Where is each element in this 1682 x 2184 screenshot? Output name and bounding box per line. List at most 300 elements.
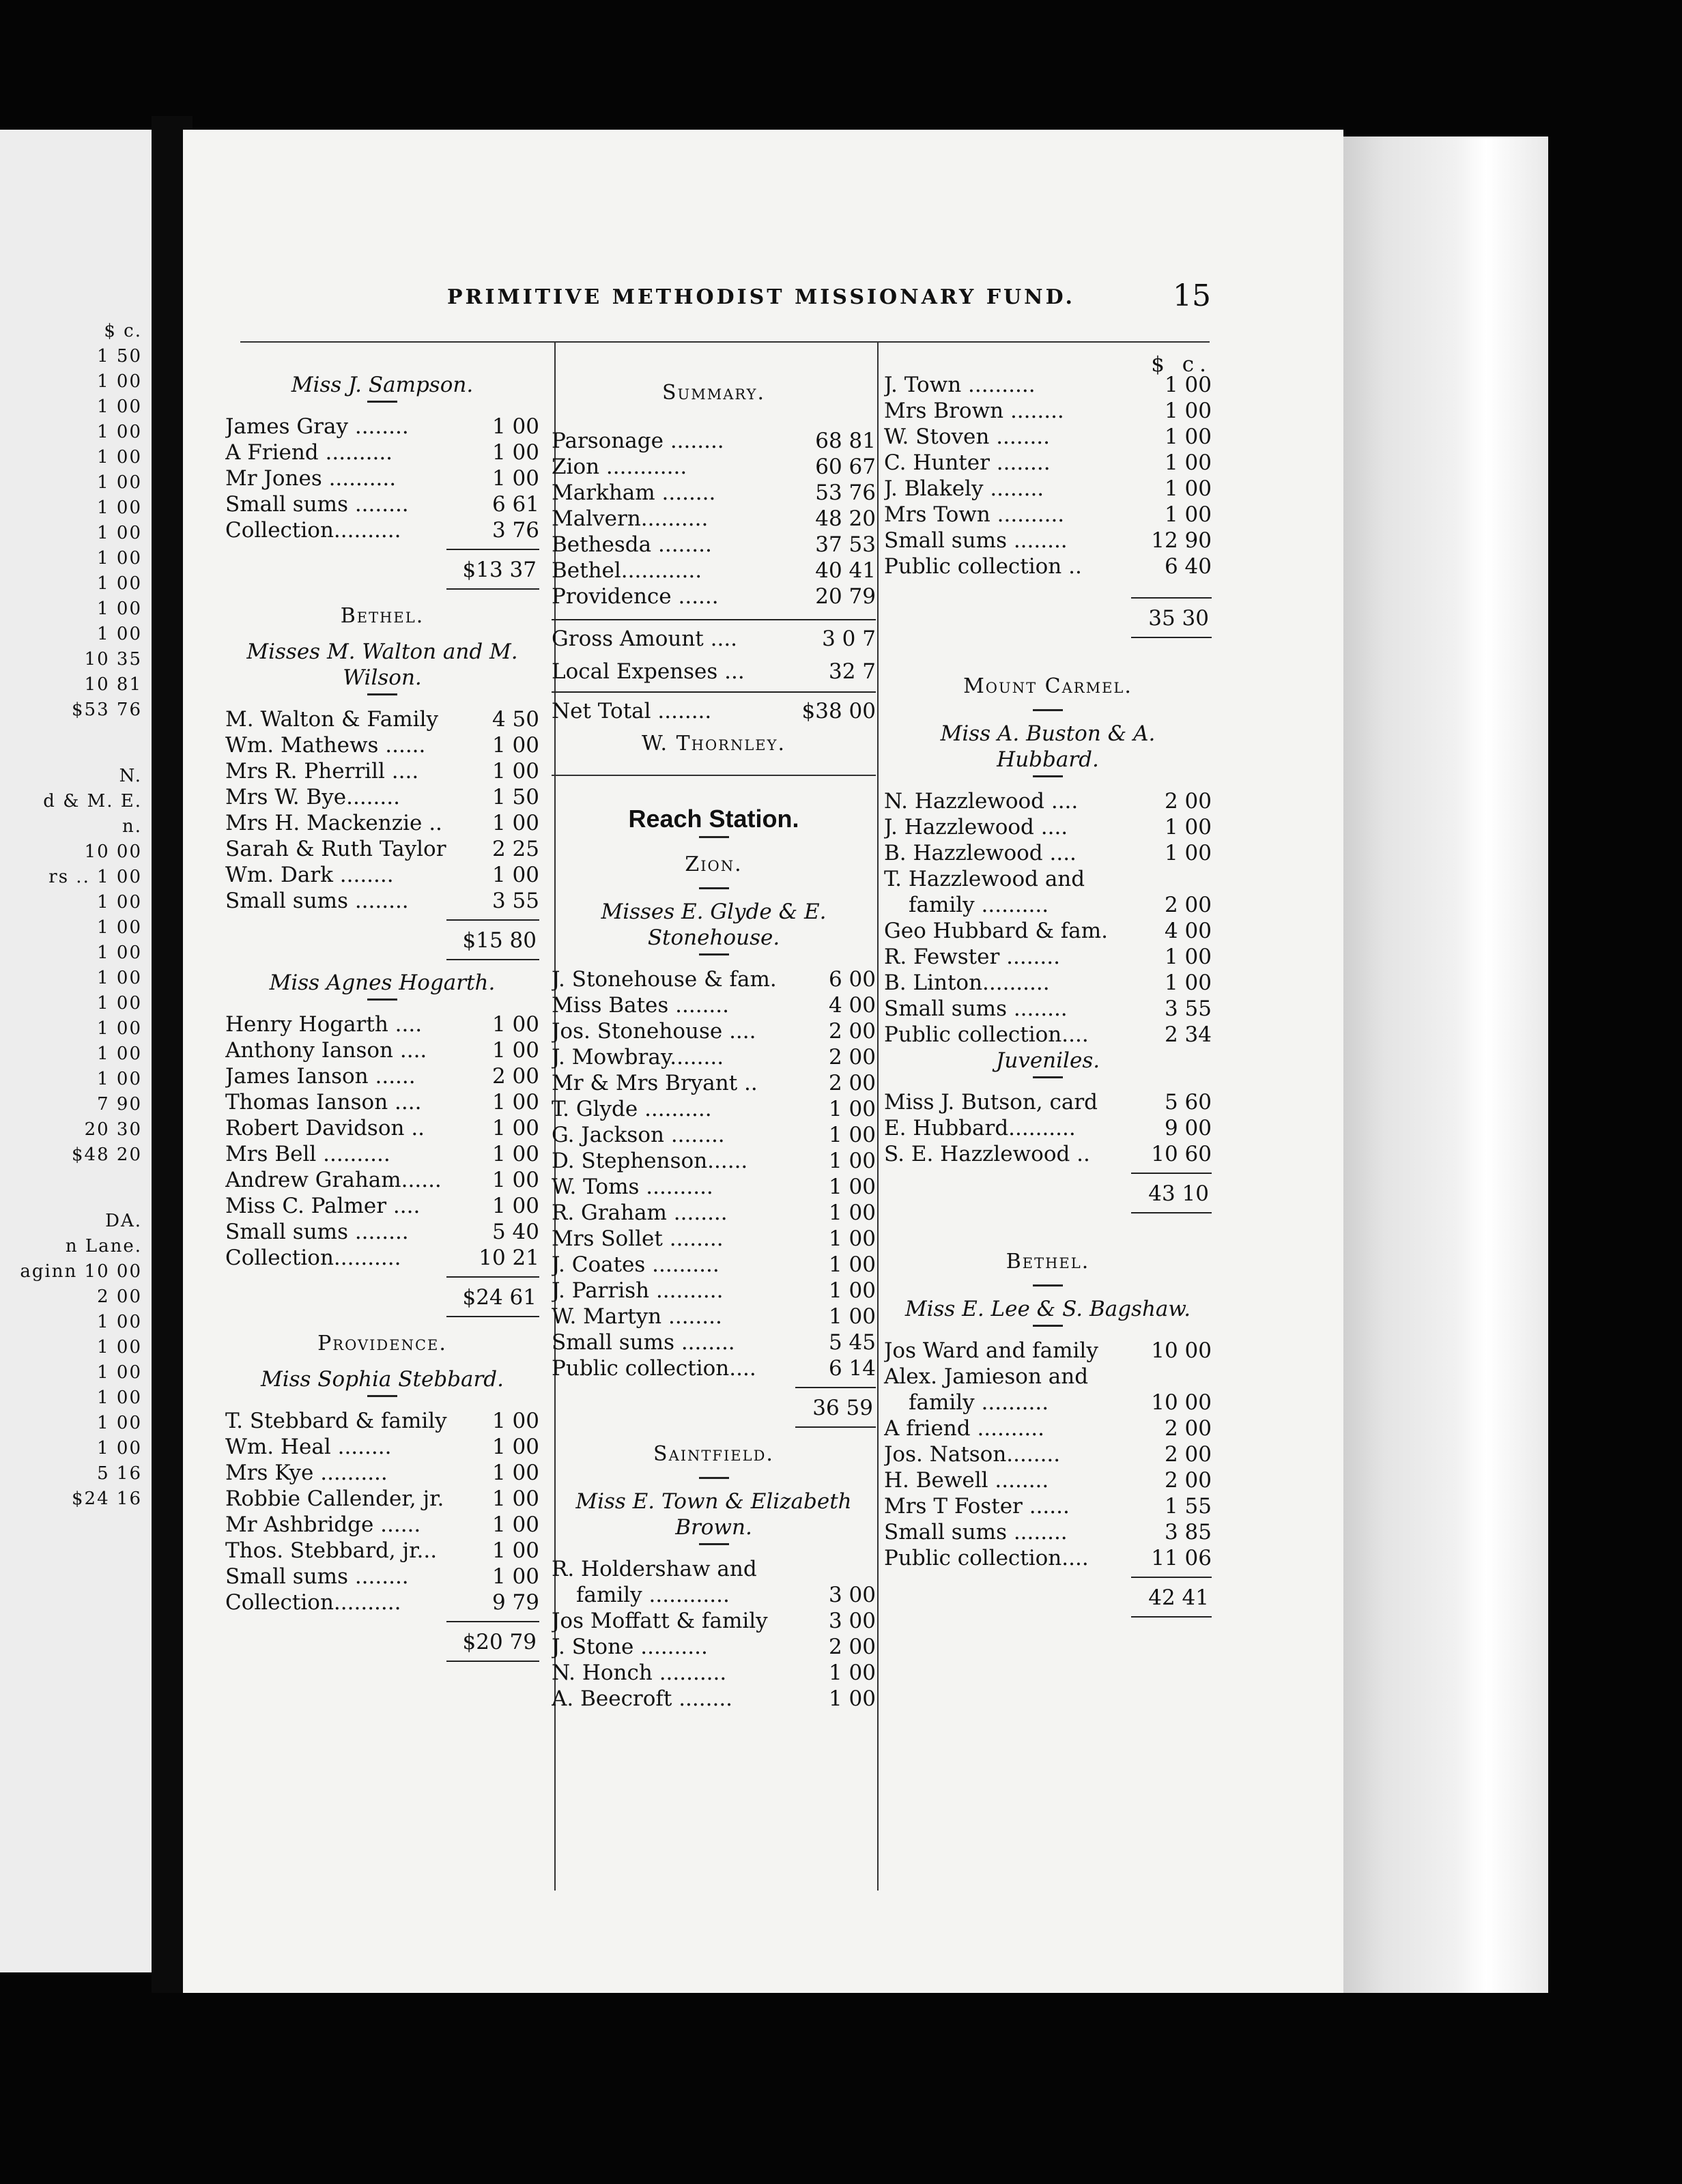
entries-bethel-2 [884,1338,1212,1364]
total-sampson [225,549,539,590]
entry-name: Small sums ........ [225,492,409,517]
left-page-line: 7 90 [97,1094,142,1115]
entry-name: D. Stephenson...... [552,1149,748,1173]
collectors-bethel: Misses M. Walton and M. Wilson. [246,640,518,690]
entry-amount: 5 45 [828,1330,876,1355]
ledger-entry [884,892,1212,918]
entry-amount: 3 00 [828,1583,876,1607]
ledger-entry [884,814,1212,840]
column-3 [884,345,1212,1618]
ledger-entry [884,1545,1212,1571]
page-number: 15 [1173,278,1211,313]
entry-amount: 1 00 [491,1194,539,1218]
left-page-line: 20 30 [84,1119,142,1140]
ledger-entry [884,424,1212,450]
entry-name: Public collection.... [552,1356,756,1381]
entry-name: Mrs H. Mackenzie .. [225,811,442,835]
entry-amount: 2 00 [1164,893,1212,917]
entry-name: Miss J. Butson, card [884,1090,1098,1115]
entry-name: Small sums ........ [884,528,1068,553]
entry-amount: 9 79 [491,1590,539,1615]
section-dash [367,693,397,695]
ledger-entry [225,1486,539,1512]
ledger-entry [225,1245,539,1271]
entry-name: Jos. Stonehouse .... [552,1019,756,1044]
entry-amount: 1 00 [491,414,539,439]
section-dash [1033,709,1063,711]
left-page-line: 1 00 [97,1413,142,1433]
entry-name: N. Honch .......... [552,1661,727,1685]
entries-saintfield-cont [884,372,1212,579]
entry-name: Sarah & Ruth Taylor [225,837,446,861]
entry-name: family .......... [909,893,1049,917]
entry-amount: 1 00 [491,1435,539,1459]
entry-name: Wm. Heal ........ [225,1435,392,1459]
total-amount: $24 61 [446,1276,539,1317]
section-dash [1033,775,1063,777]
entry-name: Jos Ward and family [884,1338,1098,1363]
left-page-line: 1 00 [97,447,142,468]
left-page-line: 10 81 [84,674,142,695]
entry-name: Public collection.... [884,1546,1089,1570]
entry-amount: 1 00 [828,1278,876,1303]
entry-amount: 2 00 [491,1064,539,1089]
section-dash [699,1543,729,1545]
section-dash [1033,1325,1063,1327]
entry-amount: 10 60 [1151,1142,1212,1166]
entry-amount: 1 00 [491,1512,539,1537]
entry-name: Jos. Natson........ [884,1442,1061,1467]
entries-summary [552,428,876,609]
entries-bethel [225,706,539,914]
entry-name: Jos Moffatt & family [552,1609,768,1633]
entry-amount: 1 55 [1164,1494,1212,1519]
entry-name: Small sums ........ [552,1330,735,1355]
gross-value: 3 0 7 [822,627,876,651]
column-rule-2 [877,341,879,1891]
entry-amount: 40 41 [815,558,876,583]
entry-name: S. E. Hazzlewood .. [884,1142,1090,1166]
entry-name: Zion ............ [552,455,687,479]
entry-amount: 1 00 [1164,971,1212,995]
entry-amount: 48 20 [815,506,876,531]
total-hogarth [225,1276,539,1317]
entry-name: Bethesda ........ [552,532,712,557]
ledger-entry [225,758,539,784]
collectors-providence: Miss Sophia Stebbard. [260,1367,504,1392]
juveniles-label: Juveniles. [995,1048,1100,1073]
entry-name: Public collection.... [884,1022,1089,1047]
ledger-entry [552,1686,876,1712]
section-title-summary: Summary. [662,381,765,405]
net-total-row [552,691,876,724]
ledger-entry [225,1408,539,1434]
entry-amount: 1 00 [828,1097,876,1121]
entry-amount: 1 00 [1164,502,1212,527]
total-amount: $20 79 [446,1621,539,1662]
entry-name: A friend .......... [884,1416,1044,1441]
entry-amount: 2 00 [828,1045,876,1069]
left-page-line: 1 00 [97,498,142,518]
ledger-entry [884,788,1212,814]
entry-amount: 20 79 [815,584,876,609]
entries-juveniles [884,1089,1212,1167]
ledger-entry [552,1070,876,1096]
entry-name: Mr Jones .......... [225,466,397,491]
entry-name: Mrs Sollet ........ [552,1226,724,1251]
entry-amount: 2 00 [828,1019,876,1044]
entry-name: Providence ...... [552,584,719,609]
left-page-line: 1 00 [97,1044,142,1064]
ledger-entry [884,918,1212,944]
left-page-line: 1 00 [97,1018,142,1039]
entry-amount: 1 00 [491,733,539,758]
entry-name: Henry Hogarth .... [225,1012,423,1037]
ledger-entry [225,414,539,440]
left-page-line: 1 00 [97,599,142,619]
entry-amount: 1 00 [828,1252,876,1277]
left-page-line: 1 00 [97,968,142,988]
entry-amount: 5 60 [1164,1090,1212,1115]
ledger-entry [225,836,539,862]
ledger-entry [225,491,539,517]
ledger-entry [225,1193,539,1219]
left-page-line: rs .. 1 00 [48,867,142,887]
entry-name: Small sums ........ [884,1520,1068,1544]
ledger-entry [552,1044,876,1070]
ledger-entry [884,528,1212,554]
ledger-entry [552,532,876,558]
ledger-entry [884,1141,1212,1167]
ledger-entry [552,1226,876,1252]
ledger-entry [225,1219,539,1245]
entry-name: Alex. Jamieson and [884,1364,1089,1389]
entry-name: A Friend .......... [225,440,393,465]
ledger-entry [225,1434,539,1460]
entry-amount: 6 14 [828,1356,876,1381]
collectors-sampson: Miss J. Sampson. [291,373,474,397]
section-dash [699,1477,729,1479]
entry-name: Wm. Dark ........ [225,863,394,887]
ledger-entry [552,454,876,480]
left-page-line: DA. [105,1211,142,1231]
entry-amount: 2 34 [1164,1022,1212,1047]
ledger-entry [225,1167,539,1193]
ledger-entry [552,1018,876,1044]
left-page-line: 1 00 [97,1438,142,1459]
ledger-entry [884,450,1212,476]
entry-amount: 1 00 [828,1201,876,1225]
entry-amount: 2 25 [491,837,539,861]
total-amount: 42 41 [1131,1577,1212,1618]
entry-name: B. Linton.......... [884,971,1050,995]
entry-name: Mrs R. Pherrill .... [225,759,419,784]
entry-amount: 2 00 [1164,1416,1212,1441]
entry-amount: 10 00 [1151,1390,1212,1415]
section-title-bethel-2: Bethel. [1006,1250,1090,1274]
entry-amount: 3 00 [828,1609,876,1633]
entry-name: B. Hazzlewood .... [884,841,1077,865]
section-dash [367,1395,397,1397]
ledger-entry [884,1519,1212,1545]
ledger-entry [552,1304,876,1330]
entry-amount: 10 21 [479,1246,539,1270]
entry-amount: 1 00 [828,1175,876,1199]
total-bethel-2 [884,1577,1212,1618]
ledger-entry [884,372,1212,398]
entry-amount: 1 00 [491,759,539,784]
ledger-entry [884,996,1212,1022]
entry-amount: 1 00 [828,1226,876,1251]
entry-name: James Gray ........ [225,414,409,439]
total-bethel [225,919,539,960]
entry-name: H. Bewell ........ [884,1468,1049,1493]
left-page-line: 1 00 [97,943,142,963]
entry-amount: 1 00 [828,1686,876,1711]
entry-name: A. Beecroft ........ [552,1686,733,1711]
entry-name: Mrs W. Bye........ [225,785,400,809]
entry-amount: 1 00 [1164,399,1212,423]
entry-name: Public collection .. [884,554,1082,579]
entry-name: J. Coates .......... [552,1252,719,1277]
station-title: Reach Station. [628,805,799,833]
entry-name: J. Town .......... [884,373,1036,397]
entry-amount: 1 00 [491,811,539,835]
ledger-entry [225,732,539,758]
gross-label: Gross Amount .... [552,627,738,651]
ledger-entry [225,810,539,836]
entry-name: Small sums ........ [225,1564,409,1589]
section-dash [367,998,397,1001]
entry-amount: 1 00 [828,1149,876,1173]
total-mount-carmel [884,1173,1212,1213]
running-head: PRIMITIVE METHODIST MISSIONARY FUND. [447,285,1075,309]
entry-name: Mrs Town .......... [884,502,1065,527]
ledger-entry [225,1564,539,1590]
entry-name: Small sums ........ [884,996,1068,1021]
left-page-line: 10 00 [84,842,142,862]
entry-amount: 4 00 [828,993,876,1018]
entry-name: Thos. Stebbard, jr... [225,1538,438,1563]
entry-name: Mr & Mrs Bryant .. [552,1071,758,1095]
entry-name: N. Hazzlewood .... [884,789,1079,814]
entry-amount: 6 61 [491,492,539,517]
entry-name: Mrs T Foster ...... [884,1494,1070,1519]
ledger-entry [225,1460,539,1486]
ledger-entry [552,1582,876,1608]
page-edges [1343,136,1548,1993]
entry-amount: 3 55 [1164,996,1212,1021]
entries-bethel-2b [884,1390,1212,1571]
left-page-line: 1 00 [97,548,142,569]
total-amount: $13 37 [446,549,539,590]
spacer [884,579,1212,592]
entry-name: J. Stone .......... [552,1635,708,1659]
section-dash [699,887,729,889]
left-page-line: 1 00 [97,892,142,913]
entry-amount: 1 00 [1164,450,1212,475]
entry-name: Parsonage ........ [552,429,724,453]
left-page-line: n. [122,816,142,837]
entry-amount: 3 55 [491,889,539,913]
entry-name: J. Hazzlewood .... [884,815,1068,839]
ledger-entry [552,480,876,506]
total-amount: 43 10 [1131,1173,1212,1213]
section-dash [699,836,729,838]
entry-name: J. Blakely ........ [884,476,1044,501]
entry-name: G. Jackson ........ [552,1123,725,1147]
ledger-entry [552,1355,876,1381]
ledger-entry [552,1174,876,1200]
entries-zion [552,966,876,1381]
header-rule [240,341,1210,343]
ledger-entry [884,398,1212,424]
entry-name: M. Walton & Family [225,707,439,732]
ledger-entry [884,840,1212,866]
entry-name: Markham ........ [552,480,716,505]
entry-amount: 1 00 [491,1564,539,1589]
entry-amount: 11 06 [1151,1546,1212,1570]
total-amount: $15 80 [446,919,539,960]
entry-amount: 53 76 [815,480,876,505]
entry-name: Mrs Kye .......... [225,1461,388,1485]
currency-header: $ c. [1151,352,1212,377]
ledger-entry [884,1467,1212,1493]
gross-amount-row [552,619,876,652]
left-page-line: 1 00 [97,1312,142,1332]
entry-amount: 1 00 [491,1461,539,1485]
ledger-entry [552,584,876,609]
left-page-line: n Lane. [65,1236,142,1256]
entry-name: T. Hazzlewood and [884,867,1085,891]
section-title-providence: Providence. [317,1332,447,1355]
entry-amount: 1 00 [1164,945,1212,969]
entry-name: T. Glyde .......... [552,1097,712,1121]
left-page-line: $48 20 [72,1145,142,1165]
ledger-entry [552,1330,876,1355]
entry-amount: 5 40 [491,1220,539,1244]
total-saintfield [884,597,1212,638]
spacer [552,416,876,428]
entry-amount: 2 00 [1164,789,1212,814]
entry-amount: 1 00 [1164,425,1212,449]
ledger-entry [884,1089,1212,1115]
left-page-line: 1 00 [97,397,142,417]
ledger-entry [225,1011,539,1037]
entry-name: T. Stebbard & family [225,1409,447,1433]
entry-name: Malvern.......... [552,506,709,531]
ledger-entry [552,506,876,532]
total-amount: 35 30 [1131,597,1212,638]
entry-amount: 4 50 [491,707,539,732]
entry-amount: 1 00 [491,863,539,887]
ledger-entry [225,1089,539,1115]
ledger-entry [884,476,1212,502]
total-amount: 36 59 [795,1387,876,1428]
entry-name: Small sums ........ [225,889,409,913]
entry-amount: 1 00 [491,440,539,465]
entry-amount: 12 90 [1151,528,1212,553]
ledger-entry [884,554,1212,579]
ledger-entry [225,888,539,914]
local-expenses-label: Local Expenses ... [552,659,745,684]
left-page-line: 1 00 [97,523,142,543]
entry-name: Thomas Ianson .... [225,1090,422,1115]
entry-name: W. Toms .......... [552,1175,713,1199]
entry-amount: 1 00 [491,466,539,491]
ledger-entry [552,1660,876,1686]
ledger-entry [225,517,539,543]
ledger-entry [884,1493,1212,1519]
entry-amount: 1 00 [491,1486,539,1511]
entry-name: Geo Hubbard & fam. [884,919,1108,943]
left-page-line: 1 00 [97,371,142,392]
entry-amount: 3 85 [1164,1520,1212,1544]
entry-amount: 1 00 [828,1661,876,1685]
entry-name: Robbie Callender, jr. [225,1486,444,1511]
entry-amount: 6 40 [1164,554,1212,579]
entry-amount: 1 00 [491,1538,539,1563]
entry-amount: 37 53 [815,532,876,557]
entry-name: family .......... [909,1390,1049,1415]
left-page-line: 5 16 [97,1463,142,1484]
entry-amount: 1 00 [1164,815,1212,839]
ledger-entry [225,862,539,888]
ledger-entry [884,1022,1212,1048]
ledger-entry [552,1634,876,1660]
entry-amount: 1 00 [491,1090,539,1115]
left-page-line: 1 00 [97,993,142,1014]
entry-name: Robert Davidson .. [225,1116,425,1140]
entry-name: E. Hubbard.......... [884,1116,1076,1140]
ledger-entry [884,1390,1212,1416]
entry-amount: 1 00 [491,1038,539,1063]
left-page-line: 1 00 [97,917,142,938]
entry-name: Collection.......... [225,518,401,543]
entry-name: Mr Ashbridge ...... [225,1512,421,1537]
collectors-bethel-2: Miss E. Lee & S. Bagshaw. [904,1297,1191,1321]
section-dash [367,401,397,403]
ledger-entry [552,1096,876,1122]
left-page-line: 1 00 [97,1069,142,1089]
left-page-line: $ c. [104,321,142,341]
ledger-entry [225,1512,539,1538]
ledger-entry [225,440,539,465]
ledger-entry [225,1538,539,1564]
ledger-entry [552,1122,876,1148]
ledger-entry [225,706,539,732]
entry-name: Collection.......... [225,1246,401,1270]
entry-amount: 2 00 [828,1635,876,1659]
entry-amount: 9 00 [1164,1116,1212,1140]
entry-name: R. Holdershaw and [552,1557,757,1581]
net-total-value: $38 00 [801,699,876,723]
left-page-fragment [0,130,152,1972]
entry-name: family ............ [576,1583,730,1607]
ledger-entry [225,1115,539,1141]
section-title-bethel: Bethel. [340,604,425,628]
entry-amount: 1 00 [1164,476,1212,501]
entry-amount: 1 00 [491,1012,539,1037]
left-page-line: $53 76 [72,700,142,720]
ledger-entry [884,1338,1212,1364]
ledger-entry [225,465,539,491]
entries-mount-carmel-2 [884,892,1212,1048]
entry-name: R. Fewster ........ [884,945,1060,969]
entry-name: J. Parrish .......... [552,1278,724,1303]
section-title-zion: Zion. [685,852,743,876]
entry-name: R. Graham ........ [552,1201,728,1225]
